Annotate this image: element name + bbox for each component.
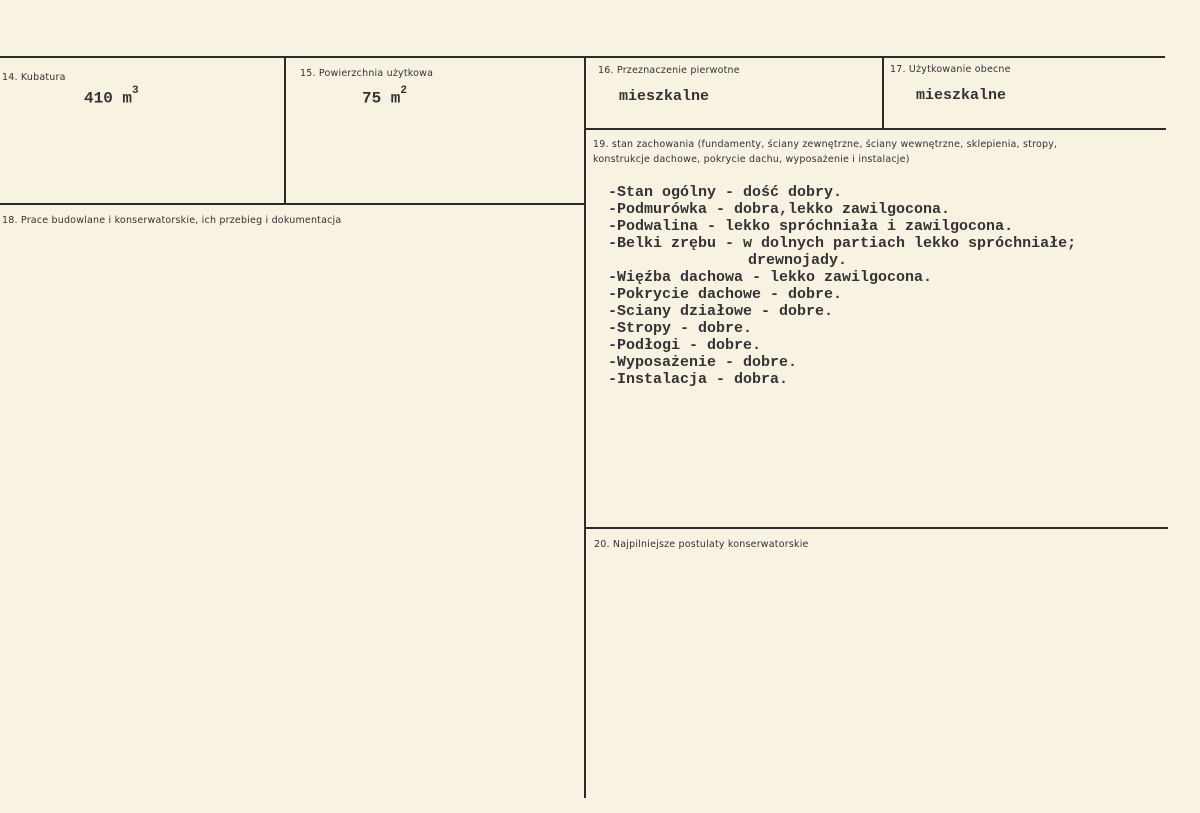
przeznaczenie-value: mieszkalne (619, 88, 710, 105)
kubatura-unit-sup: 3 (132, 85, 139, 97)
stan-item: -Pokrycie dachowe - dobre. (608, 286, 843, 303)
stan-item: -Stropy - dobre. (608, 320, 753, 337)
row-line-19-20 (586, 527, 1168, 529)
powierzchnia-value (362, 85, 408, 108)
row-line-16-17 (586, 128, 1166, 130)
kubatura-label: 14. Kubatura (2, 72, 66, 83)
uzytkowanie-label: 17. Użytkowanie obecne (890, 64, 1011, 75)
divider-14-15 (284, 58, 286, 205)
top-border-line (0, 56, 1165, 58)
uzytkowanie-value: mieszkalne (916, 87, 1007, 104)
stan-item: -Podmurówka - dobra,lekko zawilgocona. (608, 201, 951, 218)
stan-item: -Sciany działowe - dobre. (608, 303, 834, 320)
kubatura-number: 410 m (84, 89, 133, 108)
stan-item: drewnojady. (748, 252, 848, 269)
stan-item: -Stan ogólny - dość dobry. (608, 184, 843, 201)
stan-item: -Więźba dachowa - lekko zawilgocona. (608, 269, 933, 286)
stan-item: -Belki zrębu - w dolnych partiach lekko spróchniałe; (608, 235, 1077, 252)
stan-label: 19. stan zachowania (fundamenty, ściany zewnętrzne, ściany wewnętrzne, sklepienia, stropy, konstrukcje dachowe, pokrycie dachu, wyposażenie i instalacje) (593, 139, 1058, 165)
przeznaczenie-label: 16. Przeznaczenie pierwotne (598, 65, 740, 76)
row-line-14-15 (0, 203, 586, 205)
postulaty-label: 20. Najpilniejsze postulaty konserwatorskie (594, 539, 809, 550)
stan-item: -Podwalina - lekko spróchniała i zawilgocona. (608, 218, 1014, 235)
powierzchnia-number: 75 m (362, 89, 401, 108)
prace-label: 18. Prace budowlane i konserwatorskie, ich przebieg i dokumentacja (2, 215, 342, 226)
kubatura-value (84, 85, 139, 108)
stan-item: -Instalacja - dobra. (608, 371, 789, 388)
divider-16-17 (882, 58, 884, 130)
stan-items-list (608, 184, 1076, 388)
stan-item: -Podłogi - dobre. (608, 337, 762, 354)
divider-15-16 (584, 58, 586, 798)
powierzchnia-label: 15. Powierzchnia użytkowa (300, 68, 434, 79)
powierzchnia-unit-sup: 2 (400, 85, 408, 97)
stan-item: -Wyposażenie - dobre. (608, 354, 798, 371)
